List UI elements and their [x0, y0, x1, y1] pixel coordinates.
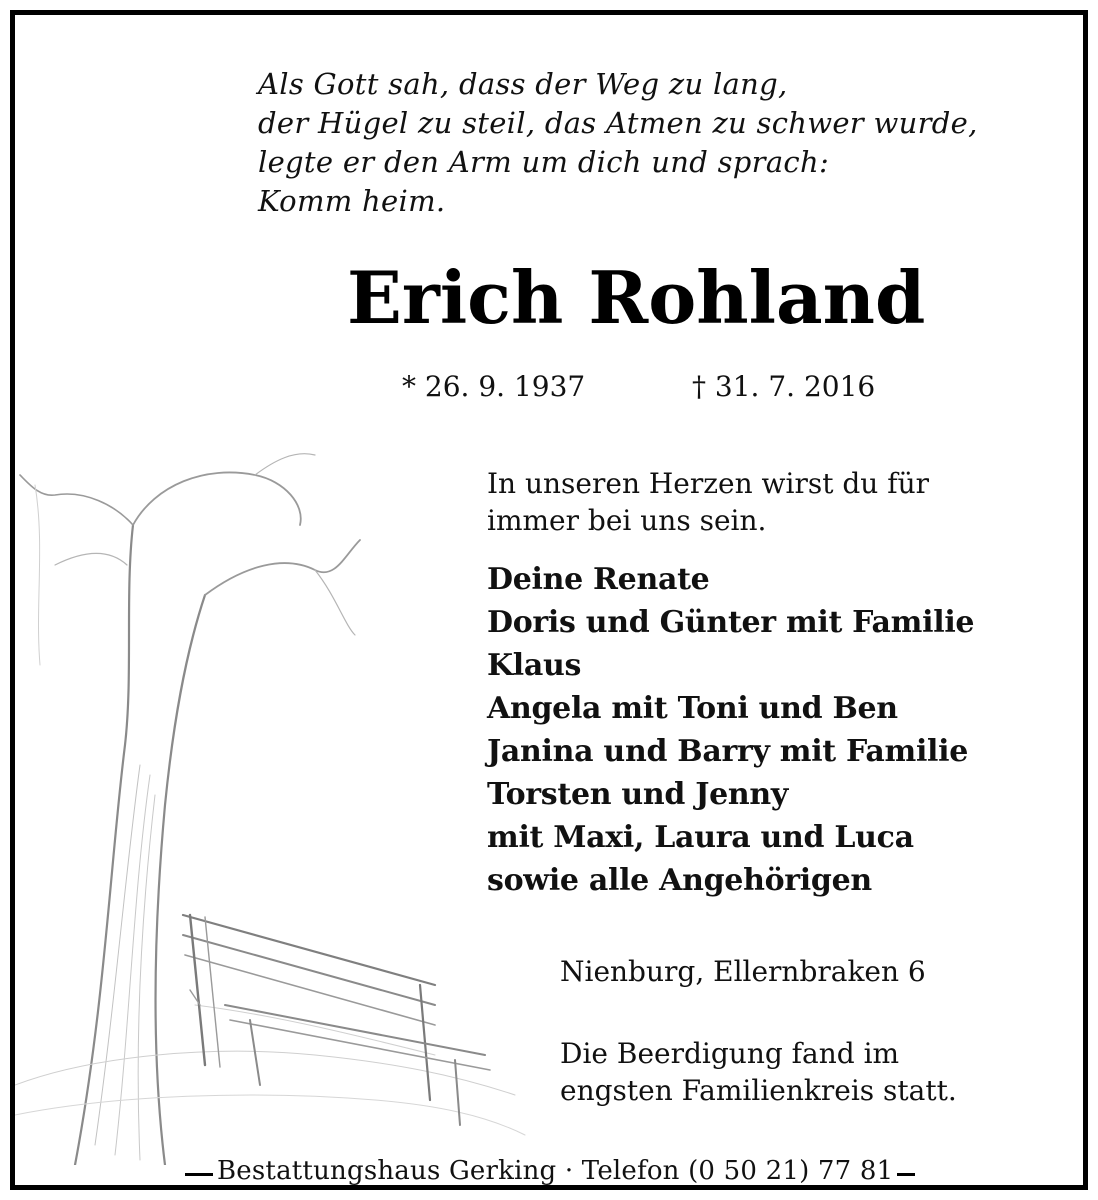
- poem-line: Als Gott sah, dass der Weg zu lang,: [258, 67, 788, 101]
- mourner-line: Janina und Barry mit Familie: [487, 734, 969, 769]
- mourner-line: Torsten und Jenny: [487, 777, 789, 812]
- deceased-name: Erich Rohland: [347, 255, 926, 340]
- mourner-line: Angela mit Toni und Ben: [487, 691, 898, 726]
- mourner-line: mit Maxi, Laura und Luca: [487, 820, 914, 855]
- funeral-note: [560, 1035, 957, 1109]
- mourners-list: [487, 558, 974, 902]
- funeral-home-footer: Bestattungshaus Gerking · Telefon (0 50 21) 77 81: [213, 1156, 897, 1186]
- motto-line: In unseren Herzen wirst du für: [487, 467, 929, 500]
- funeral-note-line: Die Beerdigung fand im: [560, 1037, 900, 1070]
- address: Nienburg, Ellernbraken 6: [560, 955, 926, 988]
- funeral-note-line: engsten Familienkreis statt.: [560, 1074, 957, 1107]
- mourner-line: Deine Renate: [487, 562, 710, 597]
- death-date: † 31. 7. 2016: [692, 370, 876, 403]
- poem-line: der Hügel zu steil, das Atmen zu schwer wurde,: [258, 106, 978, 140]
- mourner-line: Doris und Günter mit Familie: [487, 605, 975, 640]
- poem-line: legte er den Arm um dich und sprach:: [258, 145, 830, 179]
- mourner-line: sowie alle Angehörigen: [487, 863, 872, 898]
- poem: [258, 65, 978, 221]
- birth-date: * 26. 9. 1937: [402, 370, 586, 403]
- motto-line: immer bei uns sein.: [487, 504, 767, 537]
- motto: [487, 465, 929, 539]
- mourner-line: Klaus: [487, 648, 582, 683]
- poem-line: Komm heim.: [258, 184, 446, 218]
- tree-and-bench-icon: [15, 445, 535, 1165]
- obituary-frame: [10, 10, 1088, 1190]
- footer-rule-left: [185, 1173, 215, 1176]
